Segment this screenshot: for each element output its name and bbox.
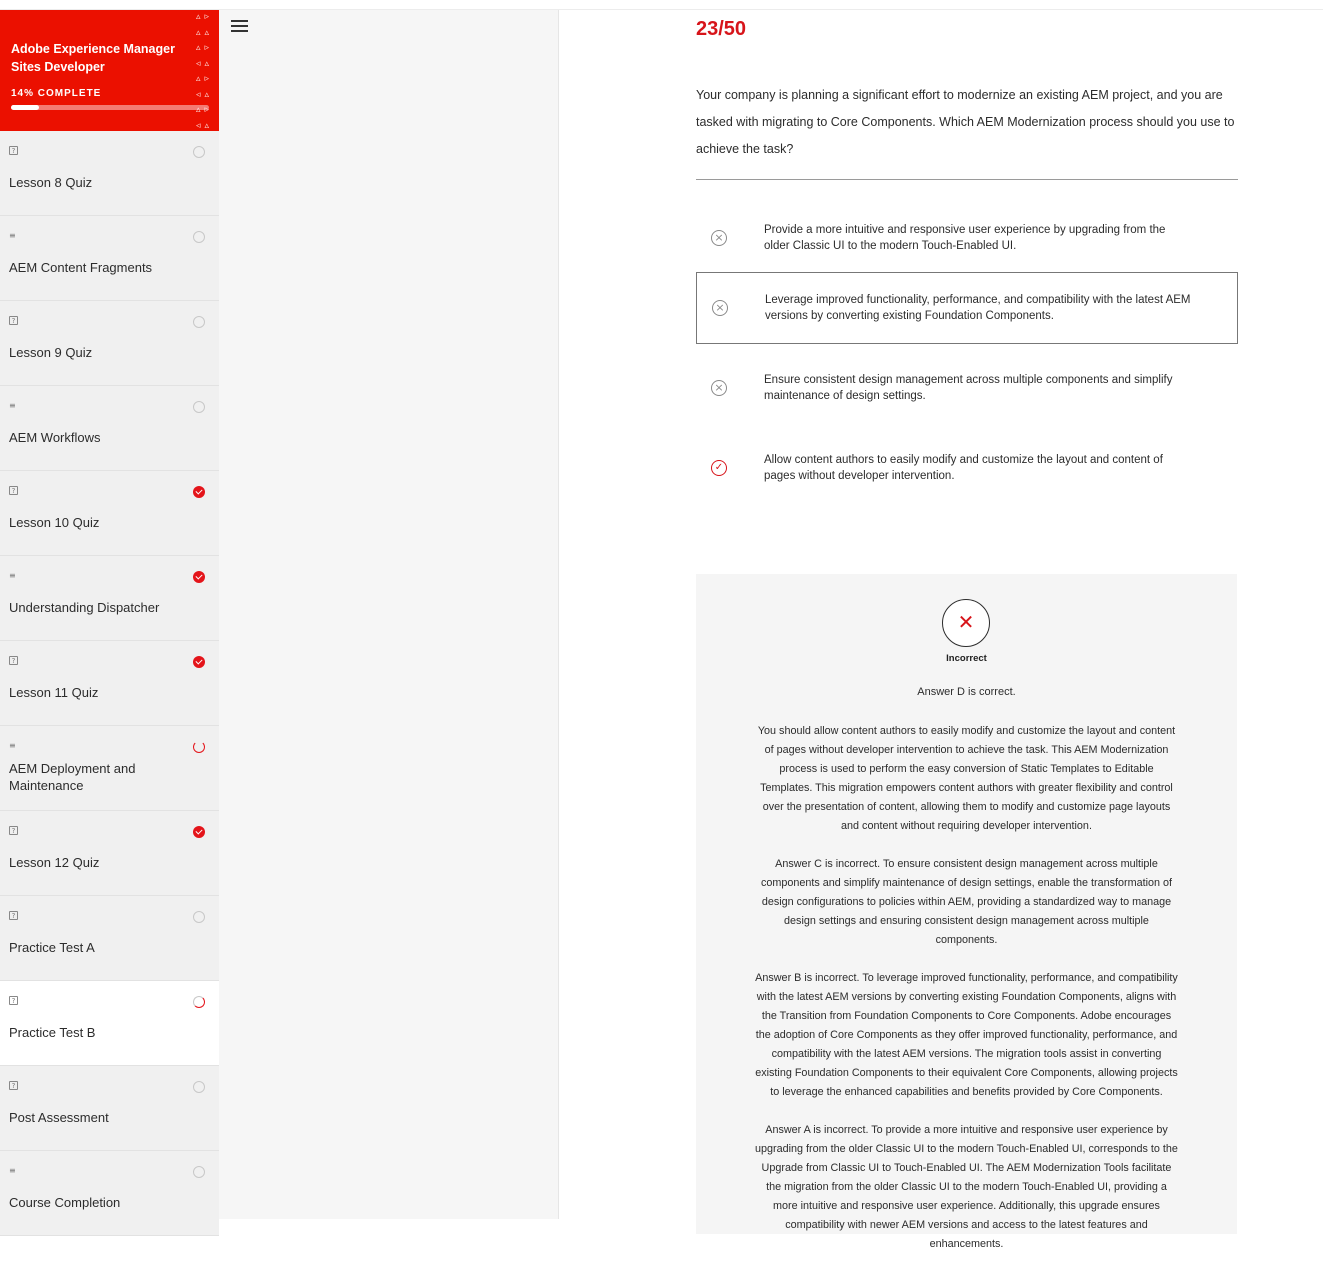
answer-option[interactable]: [696, 272, 1238, 344]
quiz-icon: ?: [9, 486, 18, 495]
text-lesson-icon: ≡: [9, 231, 15, 240]
lesson-label: Understanding Dispatcher: [9, 599, 160, 615]
lesson-label: Practice Test B: [9, 1024, 96, 1040]
divider: [696, 179, 1238, 180]
nav-panel: [219, 10, 559, 1219]
completed-check-icon: [193, 656, 205, 668]
not-started-circle-icon: [193, 231, 205, 243]
quiz-icon: ?: [9, 1081, 18, 1090]
lesson-item[interactable]: [0, 471, 219, 556]
wrong-x-icon: ×: [711, 380, 727, 396]
progress-bar: [11, 105, 209, 110]
not-started-circle-icon: [193, 1081, 205, 1093]
in-progress-icon: [193, 741, 205, 753]
lesson-item[interactable]: [0, 131, 219, 216]
lesson-item[interactable]: [0, 896, 219, 981]
not-started-circle-icon: [193, 401, 205, 413]
lesson-item[interactable]: [0, 1151, 219, 1236]
correct-check-icon: ✓: [711, 460, 727, 476]
answer-option[interactable]: [696, 202, 1238, 274]
completed-check-icon: [193, 571, 205, 583]
hamburger-menu-icon[interactable]: [231, 20, 248, 34]
quiz-icon: ?: [9, 996, 18, 1005]
lesson-label: AEM Content Fragments: [9, 259, 153, 275]
answer-option[interactable]: [696, 432, 1238, 504]
course-sidebar: [0, 10, 219, 1219]
lesson-label: Course Completion: [9, 1194, 121, 1210]
quiz-icon: ?: [9, 656, 18, 665]
answer-option-text: Leverage improved functionality, performance, and compatibility with the latest AEM versions by converting existing Foundation Components.: [765, 294, 1191, 322]
incorrect-icon: ✕: [942, 599, 990, 647]
lesson-item[interactable]: [0, 301, 219, 386]
lesson-item[interactable]: [0, 556, 219, 641]
lesson-label: Post Assessment: [9, 1109, 109, 1125]
not-started-circle-icon: [193, 911, 205, 923]
lesson-label: Lesson 9 Quiz: [9, 344, 93, 360]
question-text: Your company is planning a significant effort to modernize an existing AEM project, and you are tasked with migrating to Core Components. Which AEM Modernization process should you use to achieve the task?: [696, 88, 1235, 156]
answer-option-text: Ensure consistent design management across multiple components and simplify maintenance of design settings.: [764, 374, 1173, 402]
result-label: Incorrect: [946, 653, 987, 664]
lesson-item[interactable]: [0, 216, 219, 301]
quiz-icon: ?: [9, 316, 18, 325]
explanations: [754, 722, 1179, 1273]
text-lesson-icon: ≡: [9, 571, 15, 580]
course-header: [0, 10, 219, 131]
explanation-paragraph: Answer A is incorrect. To provide a more intuitive and responsive user experience by upgrading from the older Classic UI to the modern Touch-Enabled UI, corresponds to the Upgrade from Classic UI to Touch-Enabled UI. The AEM Modernization Tools facilitate the migration from the older Classic UI to the modern Touch-Enabled UI, providing a more intuitive and responsive user experience. Additionally, this upgrade ensures compatibility with newer AEM versions and access to the latest features and enhancements.: [755, 1124, 1178, 1250]
lesson-item[interactable]: [0, 811, 219, 896]
text-lesson-icon: ≡: [9, 741, 15, 750]
lesson-label: Lesson 11 Quiz: [9, 684, 99, 700]
quiz-icon: ?: [9, 826, 18, 835]
wrong-x-icon: ×: [711, 230, 727, 246]
explanation-paragraph: Answer C is incorrect. To ensure consistent design management across multiple components and simplify maintenance of design settings, enable the transformation of design configurations to policies within AEM, providing a standardized way to manage design settings and ensuring consistent design management across multiple components.: [760, 858, 1173, 946]
not-started-circle-icon: [193, 146, 205, 158]
lesson-item[interactable]: [0, 386, 219, 471]
completed-check-icon: [193, 826, 205, 838]
completed-check-icon: [193, 486, 205, 498]
correct-answer-text: Answer D is correct.: [917, 686, 1016, 698]
quiz-icon: ?: [9, 146, 18, 155]
lesson-label: Practice Test A: [9, 939, 95, 955]
brand-pattern-icon: ▵▹ ▵▵ ▵▹ ◃▵ ▵▹ ◃▵ ▵▹ ◃▵: [195, 12, 213, 131]
lesson-label: Lesson 12 Quiz: [9, 854, 100, 870]
explanation-paragraph: You should allow content authors to easily modify and customize the layout and content of pages without developer intervention to achieve the task. This AEM Modernization process is used to perform the easy conversion of Static Templates to Editable Templates. This migration empowers content authors with greater flexibility and control over the presentation of content, allowing them to modify and customize page layouts and content without requiring developer intervention.: [757, 725, 1176, 832]
course-title: Adobe Experience Manager Sites Developer: [11, 42, 175, 74]
lesson-label: Lesson 10 Quiz: [9, 514, 100, 530]
lesson-item[interactable]: [0, 726, 219, 811]
lesson-label: AEM Deployment and Maintenance: [9, 761, 136, 793]
lesson-label: Lesson 8 Quiz: [9, 174, 93, 190]
not-started-circle-icon: [193, 316, 205, 328]
feedback-panel: [696, 574, 1237, 1250]
top-bar: [0, 0, 1323, 10]
progress-bar-fill: [11, 105, 39, 110]
lesson-item[interactable]: [0, 981, 219, 1066]
answer-option-text: Provide a more intuitive and responsive user experience by upgrading from the older Classic UI to the modern Touch-Enabled UI.: [764, 224, 1166, 252]
answer-option[interactable]: [696, 352, 1238, 424]
lesson-label: AEM Workflows: [9, 429, 101, 445]
question-counter: 23/50: [696, 18, 747, 40]
quiz-icon: ?: [9, 911, 18, 920]
wrong-x-icon: ×: [712, 300, 728, 316]
explanation-paragraph: Answer B is incorrect. To leverage improved functionality, performance, and compatibility with the latest AEM versions by converting existing Foundation Components, aligns with the Transition from Foundation Components to Core Components. Adobe encourages the adoption of Core Components as they offer improved functionality, performance, and compatibility with the latest AEM versions. The migration tools assist in converting existing Foundation Components to their equivalent Core Components, allowing projects to leverage the enhanced capabilities and benefits provided by Core Components.: [755, 972, 1178, 1098]
answer-option-text: Allow content authors to easily modify and customize the layout and content of pages without developer intervention.: [764, 454, 1163, 482]
progress-text: 14% COMPLETE: [11, 88, 102, 99]
quiz-main: [559, 10, 1323, 1250]
text-lesson-icon: ≡: [9, 1166, 15, 1175]
lesson-item[interactable]: [0, 1066, 219, 1151]
text-lesson-icon: ≡: [9, 401, 15, 410]
not-started-circle-icon: [193, 1166, 205, 1178]
lesson-item[interactable]: [0, 641, 219, 726]
in-progress-icon: [193, 996, 205, 1008]
lesson-list: [0, 131, 219, 1236]
